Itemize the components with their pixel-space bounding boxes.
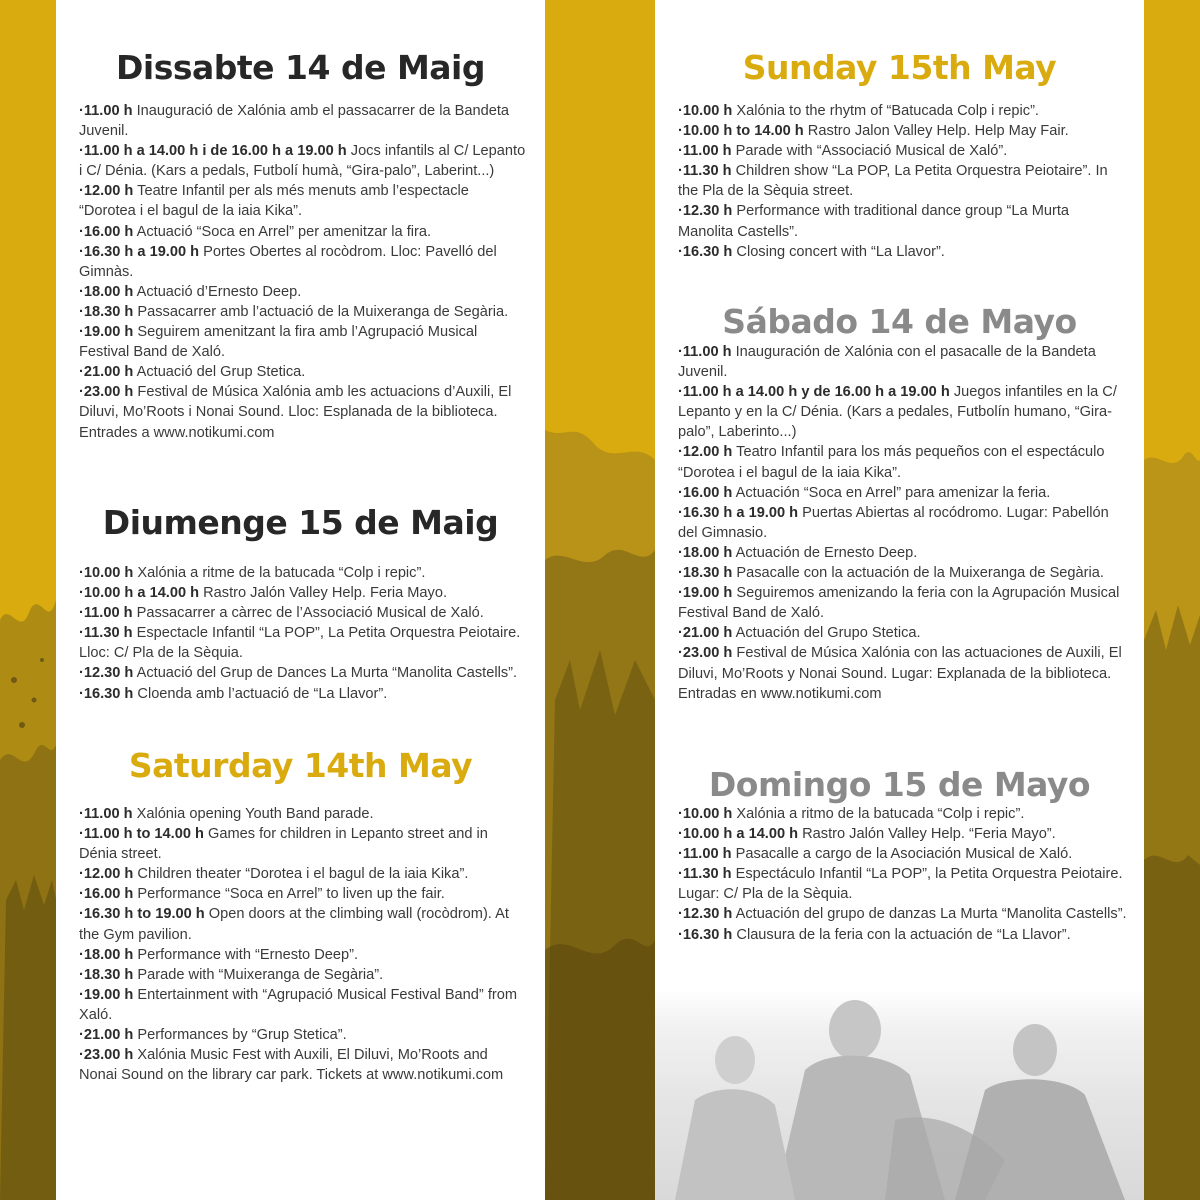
event-text: Clausura de la feria con la actuación de “La Llavor”. <box>732 926 1071 943</box>
event-time: ·10.00 h to 14.00 h <box>678 123 804 140</box>
event-text: Actuació “Soca en Arrel” per amenitzar la fira. <box>133 223 432 240</box>
event-text: Actuación “Soca en Arrel” para amenizar la feria. <box>732 484 1051 501</box>
event-text: Entertainment with “Agrupació Musical Festival Band” from Xaló. <box>79 986 518 1023</box>
list-item <box>79 884 529 904</box>
event-time: ·23.00 h <box>678 645 733 662</box>
event-time: ·12.00 h <box>678 444 733 461</box>
event-text: Espectáculo Infantil “La POP”, la Petita Orquestra Peiotaire. Lugar: C/ Pla de la Sèquia. <box>678 866 1123 903</box>
list-item <box>678 643 1128 703</box>
list-item <box>678 483 1128 503</box>
event-time: ·18.30 h <box>678 565 733 582</box>
section-title-esp-sat: Sábado 14 de Mayo <box>722 302 1077 341</box>
event-text: Rastro Jalon Valley Help. Help May Fair. <box>803 123 1069 140</box>
list-item <box>678 201 1128 241</box>
event-time: ·16.30 h a 19.00 h <box>79 243 200 260</box>
gold-stripe-right <box>1144 0 1200 1200</box>
silhouette-texture-middle <box>545 0 655 1200</box>
section-title-esp-sun: Domingo 15 de Mayo <box>708 765 1091 804</box>
event-time: ·16.00 h <box>79 223 134 240</box>
event-text: Juegos infantiles en la C/ Lepanto y en la C/ Dénia. (Kars a pedales, Futbolín humano, “Gira-palo”, Laberinto...) <box>678 384 1117 441</box>
event-text: Xalónia a ritme de la batucada “Colp i repic”. <box>133 565 426 581</box>
event-time: ·11.00 h <box>79 103 133 119</box>
event-text: Puertas Abiertas al rocódromo. Lugar: Pabellón del Gimnasio. <box>678 504 1109 541</box>
event-text: Parade with “Associació Musical de Xaló”. <box>731 143 1008 160</box>
list-item <box>678 583 1128 623</box>
schedule-list-esp-sat <box>678 342 1128 704</box>
event-text: Espectacle Infantil “La POP”, La Petita Orquestra Peiotaire. Lloc: C/ Pla de la Sèquia. <box>79 625 521 662</box>
event-time: ·18.30 h <box>79 303 134 320</box>
event-text: Actuación del grupo de danzas La Murta “Manolita Castells”. <box>732 906 1127 923</box>
list-item <box>678 503 1128 543</box>
list-item <box>79 824 529 864</box>
list-item <box>79 1045 529 1085</box>
schedule-list-cat-sun <box>79 563 529 704</box>
list-item <box>79 623 529 663</box>
event-text: Pasacalle con la actuación de la Muixeranga de Segària. <box>732 565 1104 582</box>
event-text: Seguirem amenitzant la fira amb l’Agrupació Musical Festival Band de Xaló. <box>79 324 478 361</box>
event-time: ·11.30 h <box>79 625 133 642</box>
section-title-eng-sun: Sunday 15th May <box>742 48 1057 87</box>
list-item <box>79 804 529 824</box>
event-time: ·23.00 h <box>79 384 134 401</box>
list-item <box>678 844 1128 864</box>
event-time: ·10.00 h <box>678 806 733 822</box>
schedule-list-cat-sat <box>79 101 529 443</box>
dancers-photo <box>655 990 1144 1200</box>
event-text: Actuación del Grupo Stetica. <box>732 625 921 642</box>
event-text: Cloenda amb l’actuació de “La Llavor”. <box>133 685 388 702</box>
event-text: Rastro Jalón Valley Help. “Feria Mayo”. <box>798 826 1056 843</box>
event-time: ·18.30 h <box>79 966 134 983</box>
event-time: ·16.30 h a 19.00 h <box>678 504 799 521</box>
event-text: Xalónia Music Fest with Auxili, El Diluvi, Mo’Roots and Nonai Sound on the library car park. Tickets at www.notikumi.com <box>79 1047 504 1084</box>
list-item <box>678 242 1128 262</box>
list-item <box>678 141 1128 161</box>
event-text: Teatro Infantil para los más pequeños con el espectáculo “Dorotea i el bagul de la iaia Kika”. <box>678 444 1105 481</box>
event-time: ·11.00 h to 14.00 h <box>79 826 204 843</box>
event-text: Open doors at the climbing wall (rocòdrom). At the Gym pavilion. <box>79 906 509 943</box>
event-text: Children theater “Dorotea i el bagul de la iaia Kika”. <box>133 866 469 883</box>
list-item <box>79 101 529 141</box>
list-item <box>79 603 529 623</box>
list-item <box>678 101 1128 121</box>
event-time: ·11.00 h <box>678 846 732 863</box>
list-item <box>678 824 1128 844</box>
event-text: Rastro Jalón Valley Help. Feria Mayo. <box>199 585 448 602</box>
event-text: Xalónia a ritmo de la batucada “Colp i repic”. <box>732 806 1025 822</box>
event-text: Teatre Infantil per als més menuts amb l’espectacle “Dorotea i el bagul de la iaia Kika”. <box>79 183 469 220</box>
event-time: ·16.30 h <box>678 926 733 943</box>
event-text: Festival de Música Xalónia amb les actuacions d’Auxili, El Diluvi, Mo’Roots i Nonai Sound. Lloc: Esplanada de la biblioteca. Entrades a www.notikumi.com <box>79 384 512 441</box>
event-time: ·23.00 h <box>79 1047 134 1064</box>
event-time: ·11.00 h a 14.00 h y de 16.00 h a 19.00 h <box>678 384 950 401</box>
list-item <box>79 965 529 985</box>
event-time: ·10.00 h a 14.00 h <box>79 585 200 602</box>
schedule-list-esp-sun <box>678 804 1128 945</box>
list-item <box>79 181 529 221</box>
list-item <box>678 121 1128 141</box>
event-text: Seguiremos amenizando la feria con la Agrupación Musical Festival Band de Xaló. <box>678 585 1120 622</box>
event-time: ·10.00 h a 14.00 h <box>678 826 799 843</box>
list-item <box>79 945 529 965</box>
event-time: ·16.00 h <box>79 886 134 903</box>
section-title-cat-sat: Dissabte 14 de Maig <box>116 48 485 87</box>
event-time: ·18.00 h <box>79 946 134 963</box>
list-item <box>79 141 529 181</box>
event-text: Xalónia to the rhytm of “Batucada Colp i repic”. <box>732 103 1039 119</box>
event-time: ·11.30 h <box>678 163 732 180</box>
event-text: Jocs infantils al C/ Lepanto i C/ Dénia. (Kars a pedals, Futbolí humà, “Gira-palo”, Laberint...) <box>79 143 526 180</box>
event-time: ·12.30 h <box>678 906 733 923</box>
event-text: Pasacalle a cargo de la Asociación Musical de Xaló. <box>731 846 1073 863</box>
list-item <box>79 663 529 683</box>
event-text: Passacarrer amb l’actuació de la Muixeranga de Segària. <box>133 303 509 320</box>
event-time: ·12.30 h <box>678 203 733 220</box>
event-text: Performance “Soca en Arrel” to liven up the fair. <box>133 886 445 903</box>
event-time: ·11.00 h <box>678 344 732 360</box>
list-item <box>678 543 1128 563</box>
event-text: Festival de Música Xalónia con las actuaciones de Auxili, El Diluvi, Mo’Roots y Nonai Sound. Lugar: Explanada de la biblioteca. Entradas en www.notikumi.com <box>678 645 1122 702</box>
event-time: ·11.00 h <box>79 605 133 622</box>
event-text: Actuación de Ernesto Deep. <box>732 544 918 561</box>
event-time: ·11.00 h <box>678 143 732 160</box>
event-text: Actuació d’Ernesto Deep. <box>133 283 302 300</box>
event-text: Games for children in Lepanto street and in Dénia street. <box>79 826 488 863</box>
event-time: ·16.30 h <box>79 685 134 702</box>
section-title-eng-sat: Saturday 14th May <box>128 746 473 785</box>
event-text: Parade with “Muixeranga de Segària”. <box>133 966 384 983</box>
list-item <box>79 302 529 322</box>
event-time: ·19.00 h <box>79 986 134 1003</box>
event-text: Children show “La POP, La Petita Orquestra Peiotaire”. In the Pla de la Sèquia street. <box>678 163 1108 200</box>
gold-stripe-left <box>0 0 56 1200</box>
event-text: Actuació del Grup Stetica. <box>133 364 306 381</box>
event-time: ·11.00 h a 14.00 h i de 16.00 h a 19.00 h <box>79 143 347 160</box>
event-text: Performances by “Grup Stetica”. <box>133 1027 347 1044</box>
event-time: ·12.00 h <box>79 866 134 883</box>
schedule-list-eng-sat <box>79 804 529 1085</box>
event-time: ·12.00 h <box>79 183 134 200</box>
silhouette-texture-left <box>0 0 56 1200</box>
event-time: ·16.30 h <box>678 243 733 260</box>
event-time: ·16.30 h to 19.00 h <box>79 906 205 923</box>
list-item <box>79 382 529 442</box>
list-item <box>79 242 529 282</box>
event-text: Actuació del Grup de Dances La Murta “Manolita Castells”. <box>133 665 518 682</box>
event-text: Performance with “Ernesto Deep”. <box>133 946 359 963</box>
event-text: Xalónia opening Youth Band parade. <box>132 806 374 822</box>
event-time: ·21.00 h <box>678 625 733 642</box>
list-item <box>79 864 529 884</box>
silhouette-texture-right <box>1144 0 1200 1200</box>
event-text: Portes Obertes al rocòdrom. Lloc: Pavelló del Gimnàs. <box>79 243 497 280</box>
list-item <box>79 985 529 1025</box>
list-item <box>678 342 1128 382</box>
list-item <box>79 1025 529 1045</box>
event-time: ·16.00 h <box>678 484 733 501</box>
list-item <box>79 362 529 382</box>
event-time: ·21.00 h <box>79 364 134 381</box>
event-time: ·21.00 h <box>79 1027 134 1044</box>
list-item <box>678 925 1128 945</box>
list-item <box>79 583 529 603</box>
event-time: ·11.00 h <box>79 806 133 822</box>
list-item <box>79 684 529 704</box>
list-item <box>79 563 529 583</box>
list-item <box>678 161 1128 201</box>
list-item <box>678 442 1128 482</box>
event-time: ·18.00 h <box>79 283 134 300</box>
list-item <box>678 864 1128 904</box>
event-time: ·19.00 h <box>79 324 134 341</box>
list-item <box>678 804 1128 824</box>
event-time: ·12.30 h <box>79 665 134 682</box>
list-item <box>79 322 529 362</box>
list-item <box>79 222 529 242</box>
list-item <box>79 282 529 302</box>
dancers-illustration <box>655 990 1144 1200</box>
event-time: ·10.00 h <box>678 103 733 119</box>
list-item <box>79 904 529 944</box>
event-text: Inauguración de Xalónia con el pasacalle de la Bandeta Juvenil. <box>678 344 1096 381</box>
list-item <box>678 904 1128 924</box>
schedule-list-eng-sun <box>678 101 1128 262</box>
section-title-cat-sun: Diumenge 15 de Maig <box>102 503 499 542</box>
list-item <box>678 563 1128 583</box>
list-item <box>678 382 1128 442</box>
event-text: Inauguració de Xalónia amb el passacarrer de la Bandeta Juvenil. <box>79 103 509 140</box>
event-text: Passacarrer a càrrec de l’Associació Musical de Xaló. <box>132 605 484 622</box>
event-time: ·19.00 h <box>678 585 733 602</box>
event-time: ·11.30 h <box>678 866 732 883</box>
event-time: ·18.00 h <box>678 544 733 561</box>
event-time: ·10.00 h <box>79 565 134 581</box>
event-text: Closing concert with “La Llavor”. <box>732 243 945 260</box>
list-item <box>678 623 1128 643</box>
gold-stripe-middle <box>545 0 655 1200</box>
event-text: Performance with traditional dance group “La Murta Manolita Castells”. <box>678 203 1069 240</box>
